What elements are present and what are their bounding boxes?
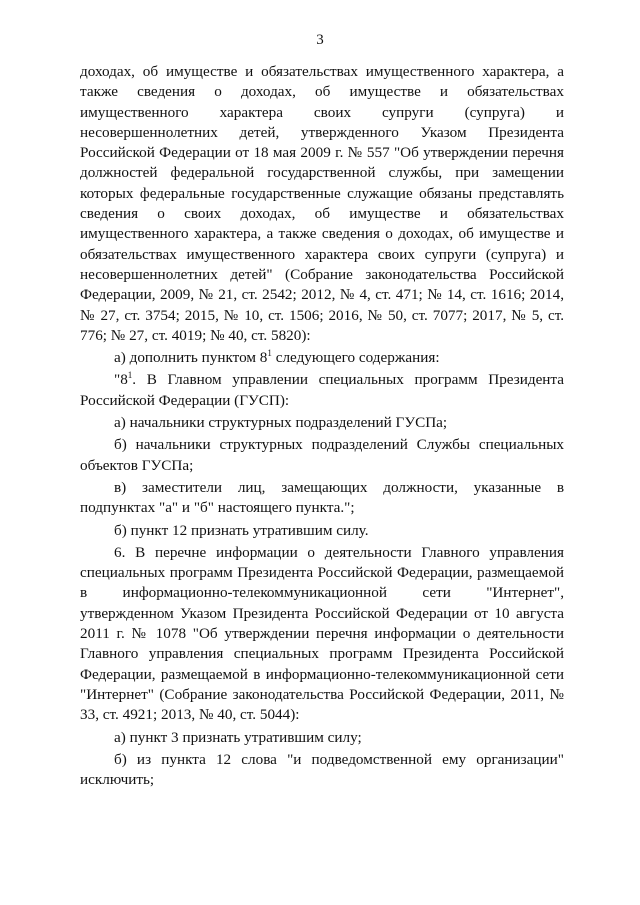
- subitem-b-repeal-point-12: б) пункт 12 признать утратившим силу.: [114, 521, 369, 539]
- point-8-1-item-c: в) заместители лиц, замещающих должности, указанные в подпунктах "а" и "б" настоящего пункта.";: [80, 478, 564, 517]
- paragraph-continuation: доходах, об имуществе и обязательствах имущественного характера, а также сведения о доходах, об имуществе и обязательствах имущественного характера своих супруги (супруга) и несовершеннолетних детей, утвержденного Указом Президента Российской Федерации от 18 мая 2009 г. № 557 "Об утверждении перечня должностей федеральной государственной службы, при замещении которых федеральные государственные служащие обязаны представлять сведения о своих доходах, об имуществе и обязательствах имущественного характера, а также сведения о доходах, об имуществе и обязательствах имущественного характера своих супруги (супруга) и несовершеннолетних детей" (Собрание законодательства Российской Федерации, 2009, № 21, ст. 2542; 2012, № 4, ст. 471; № 14, ст. 1616; 2014, № 27, ст. 3754; 2015, № 10, ст. 1506; 2016, № 50, ст. 7077; 2017, № 5, ст. 776; № 27, ст. 4019; № 40, ст. 5820):: [80, 63, 564, 344]
- page-number: 3: [316, 32, 324, 48]
- subitem-a-add-point: а) дополнить пунктом $8^1$ следующего содержания:: [114, 348, 440, 367]
- point-8-1-item-a: а) начальники структурных подразделений ГУСПа;: [114, 414, 448, 432]
- point-8-1-heading: "$8^1$. В Главном управлении специальных программ Президента Российской Федерации (ГУСП):: [80, 370, 564, 409]
- superscript: 1: [127, 370, 133, 381]
- section-6-item-a: а) пункт 3 признать утратившим силу;: [114, 728, 362, 746]
- section-6-item-b: б) из пункта 12 слова "и подведомственной ему организации" исключить;: [80, 750, 564, 789]
- document-body: [80, 62, 564, 792]
- section-6-paragraph: 6. В перечне информации о деятельности Главного управления специальных программ Президента Российской Федерации, размещаемой в информационно-телекоммуникационной сети "Интернет", утвержденном Указом Президента Российской Федерации от 10 августа 2011 г. № 1078 "Об утверждении перечня информации о деятельности Главного управления специальных программ Президента Российской Федерации, размещаемой в информационно-телекоммуникационной сети "Интернет" (Собрание законодательства Российской Федерации, 2011, № 33, ст. 4921; 2013, № 40, ст. 5044):: [80, 543, 564, 724]
- superscript: 1: [267, 348, 272, 359]
- point-8-1-item-b: б) начальники структурных подразделений Службы специальных объектов ГУСПа;: [80, 436, 564, 474]
